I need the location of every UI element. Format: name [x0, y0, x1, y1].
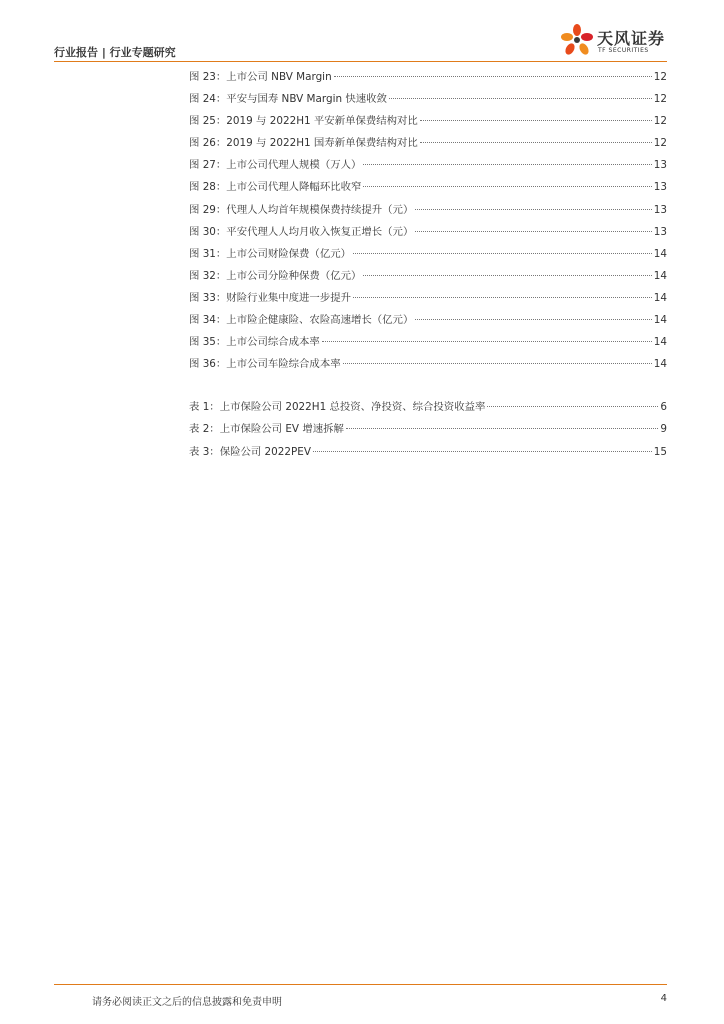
toc-entry-title: 表 2：上市保险公司 EV 增速拆解	[189, 423, 344, 436]
toc-dot-leader	[415, 209, 651, 210]
toc-dot-leader	[415, 231, 651, 232]
toc-dot-leader	[313, 451, 652, 452]
toc-entry-title: 图 35：上市公司综合成本率	[189, 336, 320, 349]
toc-entry-page: 13	[653, 159, 667, 172]
toc-dot-leader	[334, 76, 652, 77]
figure-entry[interactable]	[189, 134, 667, 156]
toc-entry-page: 14	[653, 336, 667, 349]
toc-dot-leader	[363, 275, 651, 276]
figure-entry[interactable]	[189, 201, 667, 223]
header-title: 行业报告 | 行业专题研究	[54, 46, 176, 59]
toc-dot-leader	[420, 142, 652, 143]
figure-entry[interactable]	[189, 311, 667, 333]
table-entry[interactable]	[189, 398, 667, 420]
toc-entry-title: 图 29：代理人人均首年规模保费持续提升（元）	[189, 203, 414, 216]
toc-dot-leader	[353, 253, 652, 254]
toc-entry-title: 图 27：上市公司代理人规模（万人）	[189, 159, 362, 172]
figure-entry[interactable]	[189, 68, 667, 90]
footer-divider	[54, 984, 667, 985]
section-spacer	[189, 377, 667, 398]
figure-list	[189, 68, 667, 377]
toc-dot-leader	[363, 186, 651, 187]
toc-entry-title: 图 23：上市公司 NBV Margin	[189, 71, 332, 83]
toc-entry-page: 12	[653, 115, 667, 128]
table-entry[interactable]	[189, 420, 667, 442]
toc-entry-page: 13	[653, 225, 667, 238]
toc-entry-title: 图 25：2019 与 2022H1 平安新单保费结构对比	[189, 115, 418, 128]
figure-entry[interactable]	[189, 289, 667, 311]
toc-dot-leader	[322, 341, 652, 342]
figure-entry[interactable]	[189, 267, 667, 289]
figure-entry[interactable]	[189, 156, 667, 178]
toc-entry-title: 图 36：上市公司车险综合成本率	[189, 358, 341, 371]
toc-entry-title: 图 30：平安代理人人均月收入恢复正增长（元）	[189, 225, 414, 238]
toc-entry-page: 9	[660, 423, 667, 436]
table-entry[interactable]	[189, 443, 667, 465]
toc-entry-page: 14	[653, 247, 667, 260]
toc-entry-title: 图 32：上市公司分险种保费（亿元）	[189, 269, 362, 282]
toc-dot-leader	[343, 363, 652, 364]
list-of-figures-and-tables	[189, 68, 667, 465]
logo-english-name: TF SECURITIES	[598, 47, 649, 54]
toc-entry-title: 图 28：上市公司代理人降幅环比收窄	[189, 181, 362, 194]
page-number: 4	[660, 993, 667, 1004]
header-divider	[54, 61, 667, 62]
toc-entry-page: 14	[653, 291, 667, 304]
toc-dot-leader	[346, 428, 658, 429]
toc-entry-title: 图 33：财险行业集中度进一步提升	[189, 291, 351, 304]
toc-entry-title: 图 24：平安与国寿 NBV Margin 快速收敛	[189, 93, 387, 106]
toc-entry-page: 14	[653, 358, 667, 371]
toc-entry-title: 图 34：上市险企健康险、农险高速增长（亿元）	[189, 314, 414, 327]
logo-chinese-name: 天风证券	[597, 29, 666, 48]
figure-entry[interactable]	[189, 245, 667, 267]
figure-entry[interactable]	[189, 112, 667, 134]
toc-entry-page: 12	[653, 71, 667, 83]
toc-entry-page: 15	[653, 445, 667, 458]
toc-dot-leader	[389, 98, 652, 99]
toc-dot-leader	[353, 297, 652, 298]
figure-entry[interactable]	[189, 178, 667, 200]
toc-entry-title: 图 31：上市公司财险保费（亿元）	[189, 247, 351, 260]
toc-dot-leader	[415, 319, 651, 320]
toc-dot-leader	[363, 164, 651, 165]
figure-entry[interactable]	[189, 90, 667, 112]
footer-disclaimer: 请务必阅读正文之后的信息披露和免责申明	[92, 997, 282, 1008]
toc-entry-title: 表 3：保险公司 2022PEV	[189, 445, 311, 458]
figure-entry[interactable]	[189, 333, 667, 355]
toc-entry-page: 14	[653, 269, 667, 282]
logo-flower-icon	[557, 22, 597, 58]
toc-entry-page: 12	[653, 137, 667, 150]
toc-dot-leader	[487, 406, 658, 407]
toc-entry-page: 6	[660, 401, 667, 414]
toc-entry-page: 13	[653, 203, 667, 216]
table-list	[189, 398, 667, 464]
toc-entry-title: 表 1：上市保险公司 2022H1 总投资、净投资、综合投资收益率	[189, 401, 486, 414]
toc-dot-leader	[420, 120, 652, 121]
toc-entry-page: 14	[653, 314, 667, 327]
toc-entry-page: 12	[653, 93, 667, 106]
toc-entry-page: 13	[653, 181, 667, 194]
company-logo	[557, 22, 667, 58]
figure-entry[interactable]	[189, 223, 667, 245]
figure-entry[interactable]	[189, 355, 667, 377]
toc-entry-title: 图 26：2019 与 2022H1 国寿新单保费结构对比	[189, 137, 418, 150]
